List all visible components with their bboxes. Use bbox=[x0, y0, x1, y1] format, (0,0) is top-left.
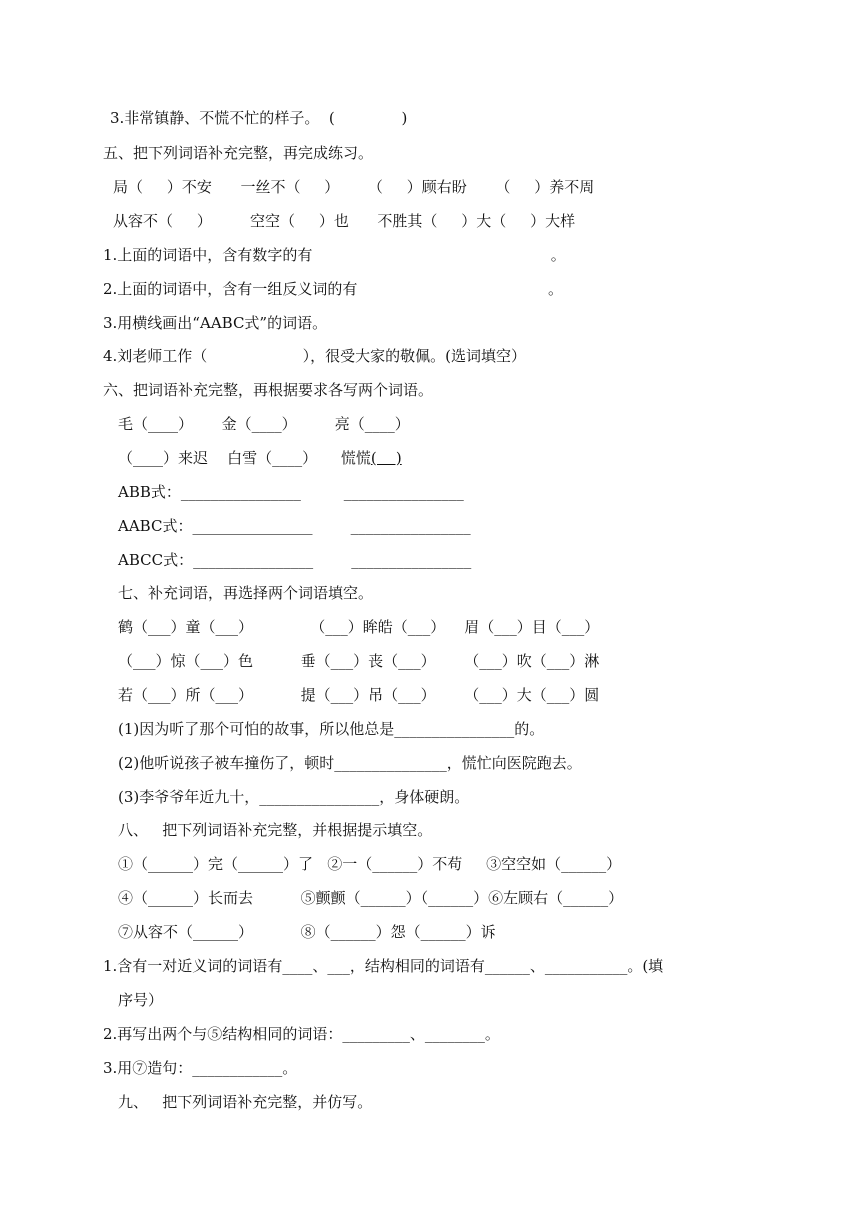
line-19: (1)因为听了那个可怕的故事，所以他总是________________的。 bbox=[118, 720, 545, 738]
line-8: 4.刘老师工作（ ），很受大家的敬佩。(选词填空） bbox=[103, 347, 527, 365]
line-1: 3.非常镇静、不慌不忙的样子。 ( ) bbox=[110, 109, 408, 127]
line-22: 八、 把下列词语补充完整，并根据提示填空。 bbox=[118, 821, 433, 839]
line-2: 五、把下列词语补充完整，再完成练习。 bbox=[103, 144, 374, 162]
line-12: ABB式：________________ ________________ bbox=[118, 483, 464, 501]
line-9: 六、把词语补充完整，再根据要求各写两个词语。 bbox=[103, 381, 434, 399]
line-28: 2.再写出两个与⑤结构相同的词语：_________、________。 bbox=[103, 1025, 500, 1043]
line-29: 3.用⑦造句：____________。 bbox=[103, 1059, 298, 1077]
line-11-text: （____）来迟 白雪（____） 慌慌 bbox=[118, 449, 371, 467]
line-13: AABC式：________________ ________________ bbox=[118, 517, 471, 535]
underlined-blank: ( ) bbox=[370, 449, 402, 467]
line-25: ⑦从容不（______） ⑧（______）怨（______）诉 bbox=[118, 923, 496, 941]
line-6: 2.上面的词语中，含有一组反义词的有 。 bbox=[103, 280, 564, 298]
line-23: ①（______）完（______）了 ②一（______）不苟 ③空空如（______） bbox=[118, 855, 622, 873]
line-17: （___）惊（___）色 垂（___）丧（___） （___）吹（___）淋 bbox=[118, 652, 600, 670]
line-24: ④（______）长而去 ⑤颤颤（______）（______）⑥左顾右（______） bbox=[118, 889, 624, 907]
line-14: ABCC式：________________ ________________ bbox=[118, 551, 472, 569]
line-30: 九、 把下列词语补充完整，并仿写。 bbox=[118, 1093, 373, 1111]
line-5: 1.上面的词语中，含有数字的有 。 bbox=[103, 246, 566, 264]
line-4: 从容不（ ） 空空（ ）也 不胜其（ ）大（ ）大样 bbox=[113, 212, 576, 230]
line-3: 局（ ）不安 一丝不（ ） （ ）顾右盼 （ ）养不周 bbox=[113, 178, 595, 196]
line-7: 3.用横线画出“AABC式”的词语。 bbox=[103, 314, 328, 332]
line-16: 鹤（___）童（___） （___）眸皓（___） 眉（___）目（___） bbox=[118, 618, 600, 636]
line-27: 序号） bbox=[118, 991, 164, 1009]
line-18: 若（___）所（___） 提（___）吊（___） （___）大（___）圆 bbox=[118, 686, 600, 704]
line-15: 七、补充词语，再选择两个词语填空。 bbox=[118, 584, 374, 602]
line-20: (2)他听说孩子被车撞伤了，顿时_______________，慌忙向医院跑去。 bbox=[118, 754, 582, 772]
line-21: (3)李爷爷年近九十，________________，身体硬朗。 bbox=[118, 788, 470, 806]
line-10: 毛（____） 金（____） 亮（____） bbox=[118, 415, 410, 433]
line-26: 1.含有一对近义词的词语有____、___，结构相同的词语有______、___________。(填 bbox=[103, 957, 664, 975]
line-11 bbox=[118, 448, 402, 468]
